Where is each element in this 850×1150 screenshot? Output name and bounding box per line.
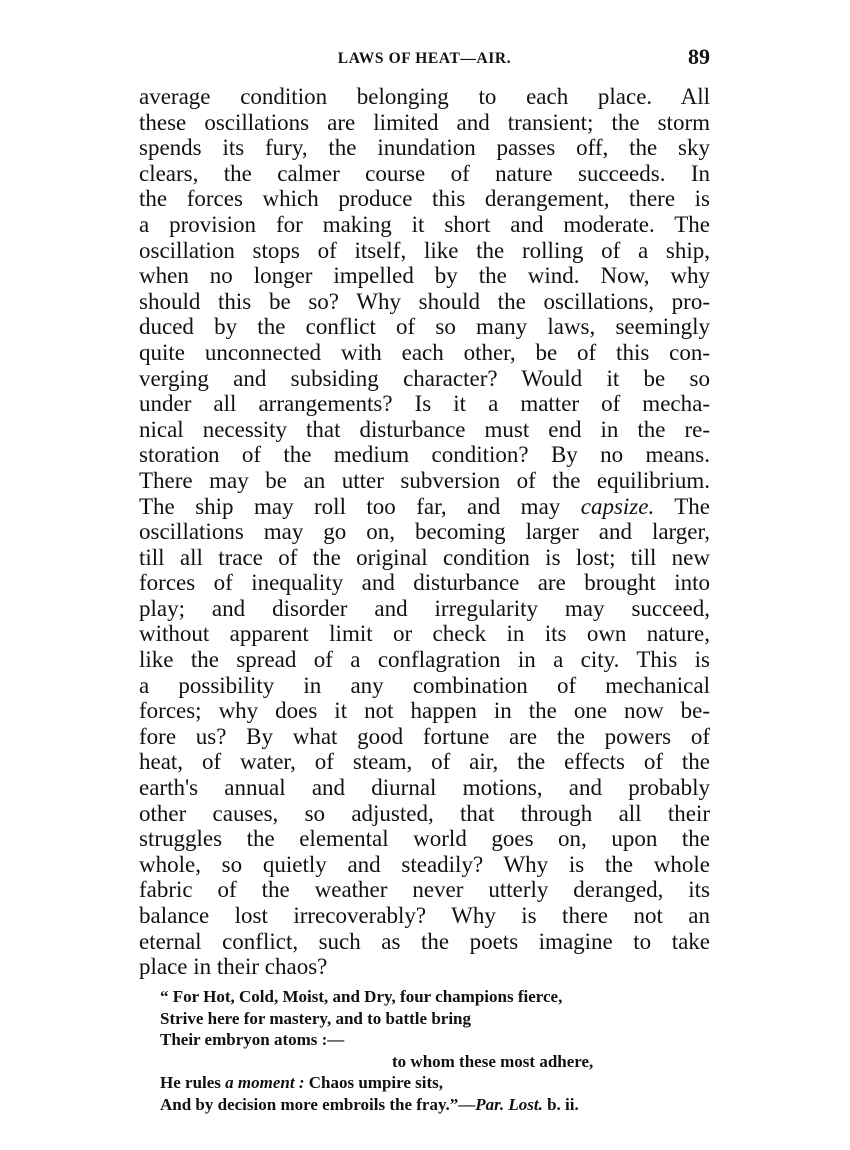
text-line: under all arrangements? Is it a matter of mecha- <box>139 391 710 417</box>
text-line: whole, so quietly and steadily? Why is the whole <box>139 851 710 877</box>
text-line: fore us? By what good fortune are the powers of <box>139 723 710 749</box>
text-line: oscillation stops of itself, like the rolling of a ship, <box>139 237 710 263</box>
text-line: quite unconnected with each other, be of this con- <box>139 339 710 365</box>
text-line-with-italic <box>139 494 710 520</box>
text-line: average condition belonging to each place. All <box>139 84 710 109</box>
text-line: oscillations may go on, becoming larger and larger, <box>139 519 710 545</box>
text-line: like the spread of a conflagration in a city. This is <box>139 647 710 673</box>
quote-text: He rules <box>160 1073 221 1092</box>
text-line: a possibility in any combination of mechanical <box>139 672 710 698</box>
text-line: till all trace of the original condition is lost; till new <box>139 544 710 570</box>
text-line: earth's annual and diurnal motions, and probably <box>139 775 710 801</box>
page-header <box>139 44 710 74</box>
verse-quotation <box>160 986 700 1115</box>
quote-text: And by decision more embroils the fray.”— <box>160 1094 476 1114</box>
text-line: heat, of water, of steam, of air, the effects of the <box>139 749 710 775</box>
text-line: without apparent limit or check in its own nature, <box>139 621 710 647</box>
quote-line: to whom these most adhere, <box>392 1051 594 1071</box>
text-line: spends its fury, the inundation passes off, the sky <box>139 135 710 161</box>
text-line: clears, the calmer course of nature succeeds. In <box>139 160 710 186</box>
quote-line: “ For Hot, Cold, Moist, and Dry, four champions fierce, <box>160 987 563 1006</box>
text-line: There may be an utter subversion of the equilibrium. <box>139 467 710 493</box>
quote-line: Strive here for mastery, and to battle bring <box>160 1008 471 1028</box>
citation-book: b. ii. <box>547 1094 579 1114</box>
citation-title: Par. Lost. <box>475 1094 543 1114</box>
italic-word: capsize. <box>580 493 655 519</box>
text-line: other causes, so adjusted, that through all their <box>139 800 710 826</box>
text-line: the forces which produce this derangement, there is <box>139 186 710 212</box>
body-text <box>139 84 710 980</box>
text-line: a provision for making it short and moderate. The <box>139 211 710 237</box>
quote-line <box>160 1094 700 1116</box>
page-number: 89 <box>688 44 710 69</box>
line-tail: The <box>674 493 710 519</box>
running-head: LAWS OF HEAT—AIR. <box>337 50 512 67</box>
text-line: nical necessity that disturbance must end in the re- <box>139 416 710 442</box>
text-line: duced by the conflict of so many laws, seemingly <box>139 314 710 340</box>
text-line: place in their chaos? <box>139 954 328 980</box>
quote-line: Their embryon atoms :— <box>160 1030 345 1049</box>
text-line: storation of the medium condition? By no means. <box>139 442 710 468</box>
text-line: these oscillations are limited and transient; the storm <box>139 109 710 135</box>
quote-italic: a moment : <box>225 1073 305 1092</box>
text-line: verging and subsiding character? Would it be so <box>139 365 710 391</box>
quote-text: Chaos umpire sits, <box>308 1073 444 1092</box>
text-line: fabric of the weather never utterly deranged, its <box>139 877 710 903</box>
text-line: when no longer impelled by the wind. Now, why <box>139 263 710 289</box>
text-line: play; and disorder and irregularity may succeed, <box>139 595 710 621</box>
text-line: eternal conflict, such as the poets imagine to take <box>139 928 710 954</box>
text-line: forces of inequality and disturbance are brought into <box>139 570 710 596</box>
quote-line <box>160 1072 700 1094</box>
line-text: The ship may roll too far, and may <box>139 493 561 519</box>
text-line: should this be so? Why should the oscillations, pro- <box>139 288 710 314</box>
text-line: struggles the elemental world goes on, upon the <box>139 826 710 852</box>
text-line: forces; why does it not happen in the one now be- <box>139 698 710 724</box>
text-line: balance lost irrecoverably? Why is there not an <box>139 903 710 928</box>
